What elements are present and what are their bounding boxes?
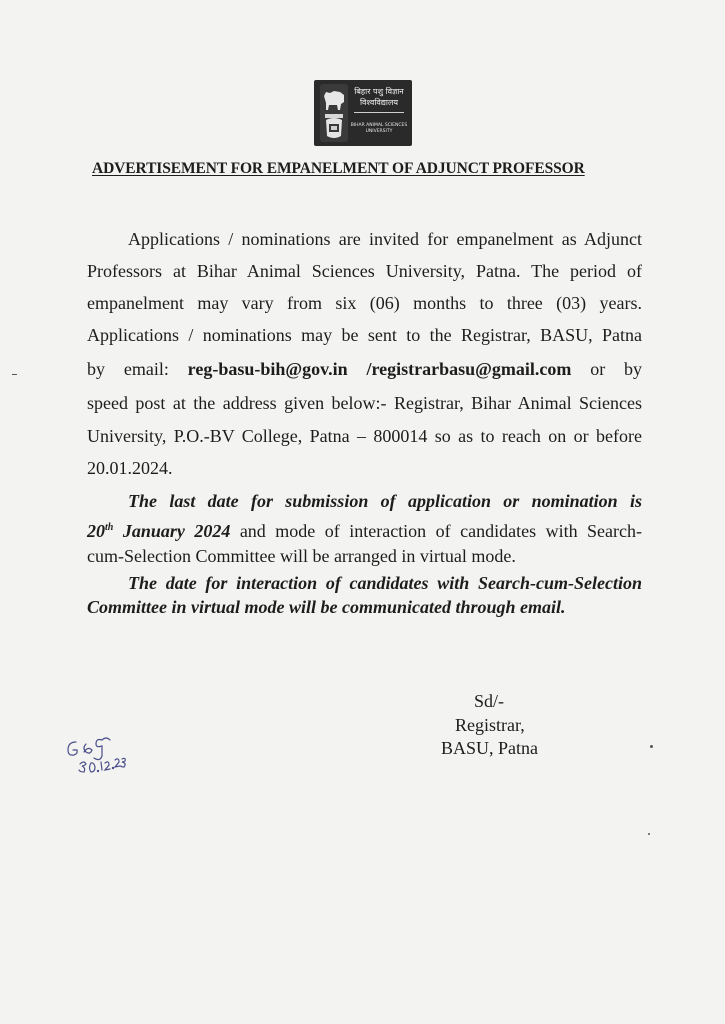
logo-english-text: BIHAR ANIMAL SCIENCES UNIVERSITY	[350, 123, 408, 134]
university-logo	[314, 80, 412, 146]
scan-speck	[648, 833, 650, 835]
para1-line3: empanelment may vary from six (06) months to three (03) years.	[87, 293, 642, 313]
para1-line5	[87, 358, 642, 394]
document-title: ADVERTISEMENT FOR EMPANELMENT OF ADJUNCT PROFESSOR	[92, 160, 585, 177]
para3-line2: Committee in virtual mode will be communicated through email.	[87, 597, 566, 617]
para1-line8: 20.01.2024.	[87, 458, 173, 478]
scan-speck	[650, 745, 653, 748]
signature-sd: Sd/-	[474, 691, 505, 711]
signature-office: BASU, Patna	[441, 738, 539, 758]
para2-line3: cum-Selection Committee will be arranged in virtual mode.	[87, 546, 516, 566]
email-trail-text: or by	[590, 359, 643, 379]
logo-divider	[354, 112, 404, 113]
deadline-day-suffix: th	[105, 522, 114, 533]
handwritten-initials	[58, 722, 148, 787]
para1-line6: speed post at the address given below:- Registrar, Bihar Animal Sciences	[87, 393, 642, 413]
logo-hindi-text: बिहार पशु विज्ञान विश्वविद्यालय	[354, 87, 404, 107]
email-address-primary[interactable]: reg-basu-bih@gov.in	[187, 359, 348, 379]
para1-line2: Professors at Bihar Animal Sciences University, Patna. The period of	[87, 261, 642, 281]
para1-line4: Applications / nominations may be sent to the Registrar, BASU, Patna	[87, 325, 642, 345]
para3-line1: The date for interaction of candidates with Search-cum-Selection	[128, 573, 642, 593]
email-lead-text: by email:	[87, 359, 169, 379]
signature-designation: Registrar,	[455, 715, 525, 735]
para2-line2-rest: and mode of interaction of candidates with Search-	[239, 521, 643, 541]
para1-line7: University, P.O.-BV College, Patna – 800014 so as to reach on or before	[87, 426, 642, 446]
para2-line1: The last date for submission of application or nomination is	[128, 491, 642, 511]
deadline-month-year: January 2024	[122, 521, 231, 541]
scan-speck	[12, 374, 17, 375]
email-address-secondary[interactable]: /registrarbasu@gmail.com	[366, 359, 572, 379]
handwritten-scribble-icon	[58, 722, 148, 782]
para1-line1: Applications / nominations are invited for empanelment as Adjunct	[128, 229, 642, 249]
deadline-day: 20	[87, 521, 105, 541]
